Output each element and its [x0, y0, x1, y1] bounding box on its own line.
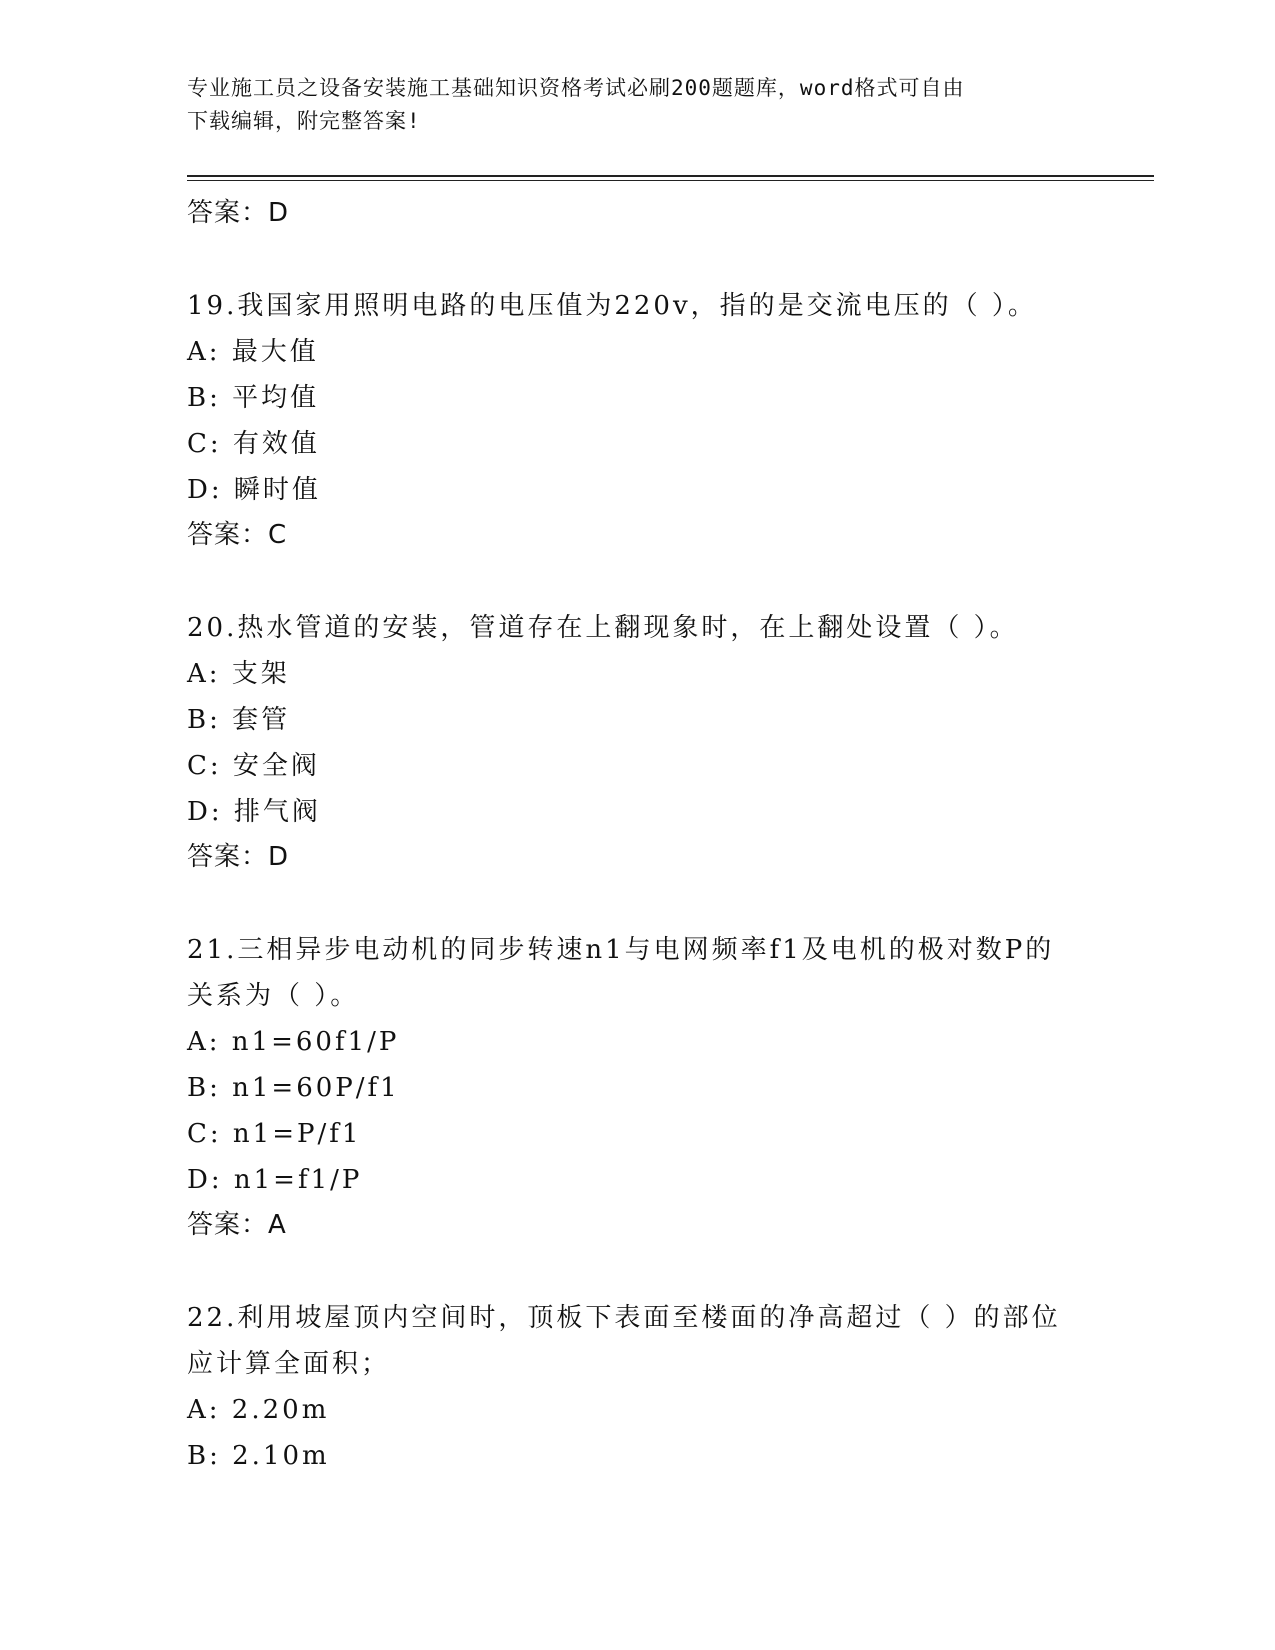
question-answer: 答案：C [187, 520, 288, 550]
question-20 [187, 605, 1087, 879]
question-19 [187, 283, 1087, 557]
option-b: B: n1=60P/f1 [187, 1073, 400, 1103]
previous-question-answer: 答案：D [187, 198, 290, 228]
option-d: D: 排气阀 [187, 797, 321, 827]
page-header [187, 72, 1067, 138]
option-c: C: 有效值 [187, 429, 320, 459]
document-body [187, 191, 1087, 1479]
option-b: B: 平均值 [187, 383, 320, 413]
option-a: A: 2.20m [187, 1395, 330, 1425]
header-line-1: 专业施工员之设备安装施工基础知识资格考试必刷200题题库，word格式可自由 [187, 76, 965, 100]
question-stem: 19.我国家用照明电路的电压值为220v，指的是交流电压的（ ）。 [187, 291, 1037, 321]
header-rule-bottom [187, 180, 1154, 181]
option-c: C: n1=P/f1 [187, 1119, 362, 1149]
option-a: A: 支架 [187, 659, 290, 689]
option-b: B: 套管 [187, 705, 291, 735]
option-b: B: 2.10m [187, 1441, 330, 1471]
header-rule-top [187, 175, 1154, 177]
option-d: D: 瞬时值 [187, 475, 321, 505]
option-a: A: n1=60f1/P [187, 1027, 400, 1057]
question-stem: 21.三相异步电动机的同步转速n1与电网频率f1及电机的极对数P的关系为（ ）。 [187, 935, 1055, 1011]
header-line-2: 下载编辑，附完整答案! [187, 109, 421, 133]
question-22 [187, 1295, 1087, 1479]
question-answer: 答案：A [187, 1210, 287, 1240]
option-a: A: 最大值 [187, 337, 319, 367]
question-stem: 22.利用坡屋顶内空间时，顶板下表面至楼面的净高超过（ ）的部位应计算全面积； [187, 1303, 1061, 1379]
question-stem: 20.热水管道的安装，管道存在上翻现象时，在上翻处设置（ ）。 [187, 613, 1019, 643]
option-c: C: 安全阀 [187, 751, 320, 781]
question-answer: 答案：D [187, 842, 290, 872]
option-d: D: n1=f1/P [187, 1165, 363, 1195]
question-21 [187, 927, 1087, 1247]
